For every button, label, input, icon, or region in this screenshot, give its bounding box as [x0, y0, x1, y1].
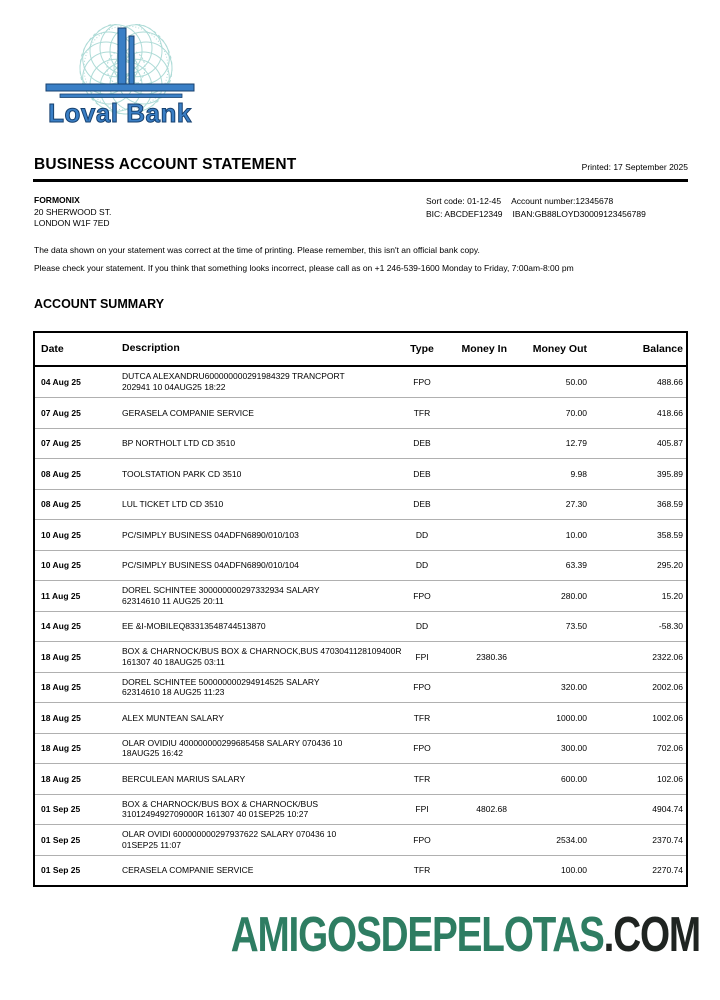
- notice-line-2: Please check your statement. If you think that something looks incorrect, please call as on +1 246-539-1600 Monday to Friday, 7:00am-8:00 pm: [34, 262, 574, 273]
- printed-date: Printed: 17 September 2025: [581, 162, 688, 172]
- cell-description: [119, 371, 397, 392]
- cell-description: [119, 408, 397, 419]
- table-row: [35, 641, 686, 672]
- description-line-1: ALEX MUNTEAN SALARY: [122, 712, 224, 723]
- cell-money-out: 73.50: [565, 621, 587, 632]
- cell-type: FPO: [413, 376, 431, 387]
- cell-money-out: 600.00: [561, 773, 587, 784]
- cell-type: DD: [415, 529, 429, 540]
- cell-type: FPO: [413, 743, 431, 754]
- cell-type: FPO: [413, 590, 431, 601]
- cell-balance: 1002.06: [652, 712, 683, 723]
- table-row: [35, 489, 686, 520]
- description-line-2: 18AUG25 16:42: [122, 748, 183, 759]
- bank-logo-graphic: [34, 24, 206, 144]
- cell-description: [119, 530, 397, 541]
- section-title: ACCOUNT SUMMARY: [34, 296, 165, 311]
- cell-balance: 368.59: [657, 499, 683, 510]
- cell-date: 01 Sep 25: [41, 834, 81, 845]
- cell-date: 18 Aug 25: [41, 743, 81, 754]
- cell-money-out: 10.00: [565, 529, 587, 540]
- cell-balance: 488.66: [657, 376, 683, 387]
- description-line-1: DUTCA ALEXANDRU600000000291984329 TRANCPORT: [122, 371, 345, 382]
- description-line-2: 62314610 18 AUG25 11:23: [122, 687, 225, 698]
- address-line-1: 20 SHERWOOD ST.: [34, 206, 112, 217]
- col-header-date: Date: [41, 342, 64, 355]
- cell-balance: 405.87: [657, 438, 683, 449]
- col-header-balance: Balance: [642, 342, 683, 355]
- page-title: BUSINESS ACCOUNT STATEMENT: [34, 156, 297, 173]
- account-number: Account number:12345678: [511, 196, 614, 206]
- cell-date: 08 Aug 25: [41, 499, 81, 510]
- table-row: [35, 855, 686, 886]
- col-header-type: Type: [410, 342, 434, 355]
- cell-date: 01 Sep 25: [41, 865, 81, 876]
- table-row: [35, 763, 686, 794]
- table-row: [35, 824, 686, 855]
- title-divider: [33, 179, 688, 182]
- cell-date: 07 Aug 25: [41, 438, 81, 449]
- cell-date: 10 Aug 25: [41, 560, 81, 571]
- cell-date: 14 Aug 25: [41, 621, 81, 632]
- cell-balance: 2270.74: [652, 865, 683, 876]
- cell-balance: 102.06: [657, 773, 683, 784]
- description-line-1: DOREL SCHINTEE 300000000297332934 SALARY: [122, 585, 320, 596]
- table-body: [35, 367, 686, 886]
- cell-money-out: 70.00: [565, 407, 587, 418]
- cell-description: [119, 799, 397, 820]
- cell-money-out: 2534.00: [556, 834, 587, 845]
- account-info-row: [34, 195, 688, 230]
- cell-date: 07 Aug 25: [41, 407, 81, 418]
- notice-line-1: The data shown on your statement was correct at the time of printing. Please remember, this isn't an official bank copy.: [34, 244, 480, 255]
- description-line-1: OLAR OVIDIU 400000000299685458 SALARY 070436 10: [122, 737, 343, 748]
- description-line-1: BOX & CHARNOCK/BUS BOX & CHARNOCK,BUS 4703041128109400R: [122, 646, 402, 657]
- bic: BIC: ABCDEF12349: [426, 208, 503, 219]
- cell-money-out: 300.00: [561, 743, 587, 754]
- col-header-money-out: Money Out: [532, 342, 587, 355]
- cell-balance: -58.30: [658, 621, 683, 632]
- cell-type: TFR: [413, 773, 431, 784]
- bank-logo: [0, 0, 720, 128]
- transactions-table: [33, 331, 688, 888]
- table-row: [35, 428, 686, 459]
- cell-balance: 358.59: [657, 529, 683, 540]
- description-line-2: 202941 10 04AUG25 18:22: [122, 381, 226, 392]
- address-line-2: LONDON W1F 7ED: [34, 218, 110, 228]
- cell-date: 10 Aug 25: [41, 529, 81, 540]
- cell-balance: 295.20: [657, 560, 683, 571]
- description-line-1: PC/SIMPLY BUSINESS 04ADFN6890/010/103: [122, 529, 299, 540]
- description-line-1: DOREL SCHINTEE 500000000294914525 SALARY: [122, 676, 320, 687]
- cell-date: 04 Aug 25: [41, 376, 81, 387]
- cell-money-out: 100.00: [561, 865, 587, 876]
- table-row: [35, 733, 686, 764]
- cell-date: 11 Aug 25: [41, 590, 81, 601]
- cell-description: [119, 585, 397, 606]
- watermark: [147, 907, 700, 963]
- cell-description: [119, 738, 397, 759]
- description-line-1: PC/SIMPLY BUSINESS 04ADFN6890/010/104: [122, 560, 299, 570]
- table-row: [35, 580, 686, 611]
- title-row: [34, 156, 688, 174]
- cell-money-out: 320.00: [561, 682, 587, 693]
- cell-type: TFR: [413, 865, 431, 876]
- iban: IBAN:GB88LOYD30009123456789: [512, 208, 646, 219]
- description-line-1: EE &I-MOBILEQ83313548744513870: [122, 621, 266, 631]
- cell-description: [119, 499, 397, 510]
- account-holder-block: [34, 195, 111, 230]
- cell-balance: 4904.74: [652, 804, 683, 815]
- description-line-1: CERASELA COMPANIE SERVICE: [122, 865, 254, 875]
- cell-type: DEB: [413, 499, 431, 510]
- cell-date: 01 Sep 25: [41, 804, 81, 815]
- description-line-2: 3101249492709000R 161307 40 01SEP25 10:27: [122, 809, 309, 820]
- table-row: [35, 458, 686, 489]
- description-line-1: BP NORTHOLT LTD CD 3510: [122, 438, 236, 448]
- cell-description: [119, 774, 397, 785]
- cell-balance: 702.06: [657, 743, 683, 754]
- cell-type: TFR: [413, 407, 431, 418]
- description-line-2: 62314610 11 AUG25 20:11: [122, 595, 224, 606]
- table-row: [35, 672, 686, 703]
- cell-description: [119, 621, 397, 632]
- description-line-2: 01SEP25 11:07: [122, 839, 181, 850]
- description-line-1: GERASELA COMPANIE SERVICE: [122, 407, 254, 418]
- description-line-1: TOOLSTATION PARK CD 3510: [122, 468, 242, 479]
- cell-description: [119, 677, 397, 698]
- cell-money-out: 12.79: [565, 438, 587, 449]
- cell-date: 18 Aug 25: [41, 682, 81, 693]
- cell-description: [119, 829, 397, 850]
- table-row: [35, 397, 686, 428]
- cell-description: [119, 560, 397, 571]
- cell-type: FPO: [413, 834, 431, 845]
- watermark-tld: .COM: [603, 908, 700, 962]
- cell-type: DEB: [413, 438, 431, 449]
- cell-balance: 2322.06: [652, 651, 683, 662]
- cell-date: 18 Aug 25: [41, 773, 81, 784]
- cell-type: DEB: [413, 468, 431, 479]
- cell-money-out: 27.30: [565, 499, 587, 510]
- cell-date: 08 Aug 25: [41, 468, 81, 479]
- table-row: [35, 794, 686, 825]
- cell-description: [119, 865, 397, 876]
- description-line-1: BOX & CHARNOCK/BUS BOX & CHARNOCK/BUS: [122, 798, 319, 809]
- cell-balance: 418.66: [657, 407, 683, 418]
- table-header-row: [35, 333, 686, 367]
- table-row: [35, 611, 686, 642]
- cell-type: FPI: [415, 804, 429, 815]
- cell-description: [119, 646, 402, 667]
- description-line-1: OLAR OVIDI 600000000297937622 SALARY 070436 10: [122, 829, 337, 840]
- bic-iban-line: [426, 208, 688, 221]
- table-row: [35, 702, 686, 733]
- cell-date: 18 Aug 25: [41, 712, 81, 723]
- table-row: [35, 367, 686, 398]
- account-numbers-block: [426, 195, 688, 230]
- cell-type: DD: [415, 621, 429, 632]
- cell-money-out: 1000.00: [556, 712, 587, 723]
- cell-balance: 2370.74: [652, 834, 683, 845]
- cell-money-out: 50.00: [565, 376, 587, 387]
- cell-money-in: 2380.36: [476, 651, 507, 662]
- bank-name-text: Loval Bank: [48, 98, 192, 128]
- cell-money-in: 4802.68: [476, 804, 507, 815]
- cell-description: [119, 438, 397, 449]
- statement-notices: [34, 245, 688, 274]
- table-row: [35, 550, 686, 581]
- cell-type: FPI: [415, 651, 429, 662]
- cell-balance: 2002.06: [652, 682, 683, 693]
- sort-code: Sort code: 01-12-45: [426, 196, 502, 206]
- account-holder-name: FORMONIX: [34, 195, 80, 205]
- sort-code-line: [426, 195, 688, 208]
- cell-money-out: 63.39: [565, 560, 587, 571]
- watermark-brand: AMIGOSDEPELOTAS: [230, 908, 604, 962]
- cell-description: [119, 713, 397, 724]
- description-line-1: BERCULEAN MARIUS SALARY: [122, 773, 246, 784]
- cell-balance: 15.20: [661, 590, 683, 601]
- cell-description: [119, 469, 397, 480]
- col-header-money-in: Money In: [461, 342, 507, 355]
- cell-balance: 395.89: [657, 468, 683, 479]
- cell-type: DD: [415, 560, 429, 571]
- description-line-1: LUL TICKET LTD CD 3510: [122, 499, 224, 509]
- table-row: [35, 519, 686, 550]
- col-header-description: Description: [122, 342, 180, 355]
- cell-type: FPO: [413, 682, 431, 693]
- cell-date: 18 Aug 25: [41, 651, 81, 662]
- description-line-2: 161307 40 18AUG25 03:11: [122, 656, 225, 667]
- cell-type: TFR: [413, 712, 431, 723]
- cell-money-out: 9.98: [570, 468, 587, 479]
- cell-money-out: 280.00: [561, 590, 587, 601]
